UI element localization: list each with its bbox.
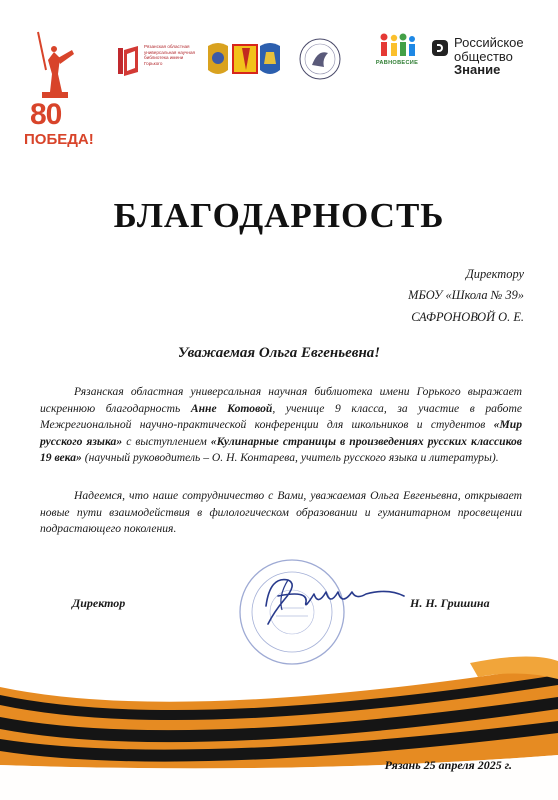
talk-title: «Кулинарные страницы в произведениях русских классиков 19 века» <box>40 434 522 465</box>
coat-of-arms-icon <box>206 40 284 80</box>
cooperation-paragraph: Надеемся, что наше сотрудничество с Вами, уважаемая Ольга Евгеньевна, открывает новые пути взаимодействия в филологическом образовании и гуманитарном просвещении подрастающего поколения. <box>40 489 522 536</box>
signer-position: Директор <box>72 596 126 610</box>
znanie-logo-text <box>454 36 524 77</box>
paragraph1-text-2: , ученице 9 класса, за участие в работе Межрегиональной научно-практической конференции для школьников и студентов <box>40 401 522 432</box>
paragraph1-text-4: (научный руководитель – О. Н. Контарева, учитель русского языка и литературы). <box>81 451 499 465</box>
circle-emblem-logo <box>298 37 342 81</box>
victory-80-emblem <box>22 30 92 152</box>
znanie-logo <box>432 36 542 76</box>
library-logo <box>118 42 198 82</box>
balance-logo-text: РАВНОВЕСИЕ <box>375 60 419 66</box>
znanie-line-1: Российское <box>454 35 524 50</box>
addressee-line-3: САФРОНОВОЙ О. Е. <box>411 310 524 324</box>
emblem-text: ПОБЕДА! <box>24 131 94 148</box>
document-title: БЛАГОДАРНОСТЬ <box>113 196 445 235</box>
motherland-statue-icon <box>32 30 78 102</box>
round-seal-icon <box>298 37 342 81</box>
student-name: Анне Котовой <box>190 401 273 415</box>
st-george-ribbon <box>0 655 558 800</box>
signer-name: Н. Н. Гришина <box>410 596 490 610</box>
library-book-icon <box>118 44 140 78</box>
handwritten-signature <box>248 566 408 636</box>
people-figures-icon <box>374 32 420 60</box>
coat-of-arms-logos <box>206 40 284 80</box>
znanie-line-2: общество <box>454 48 513 64</box>
addressee-line-1: Директору <box>465 267 524 281</box>
znanie-line-3: Знание <box>454 62 501 77</box>
paragraph1-text-3: с выступлением <box>122 434 211 448</box>
znanie-mark-icon <box>432 40 448 56</box>
paragraph1-text-1: Рязанская областная универсальная научная библиотека имени Горького выражает искреннюю благодарность <box>40 385 522 415</box>
balance-logo <box>374 32 420 74</box>
emblem-number: 80 <box>30 98 62 131</box>
conference-name: «Мир русского языка» <box>40 418 522 448</box>
addressee-line-2: МБОУ «Школа № 39» <box>408 288 524 302</box>
gratitude-paragraph <box>40 384 522 467</box>
library-logo-text: Рязанская областная универсальная научная библиотека имени Горького <box>144 44 195 66</box>
issue-date: Рязань 25 апреля 2025 г. <box>384 758 512 772</box>
salutation: Уважаемая Ольга Евгеньевна! <box>177 345 381 361</box>
